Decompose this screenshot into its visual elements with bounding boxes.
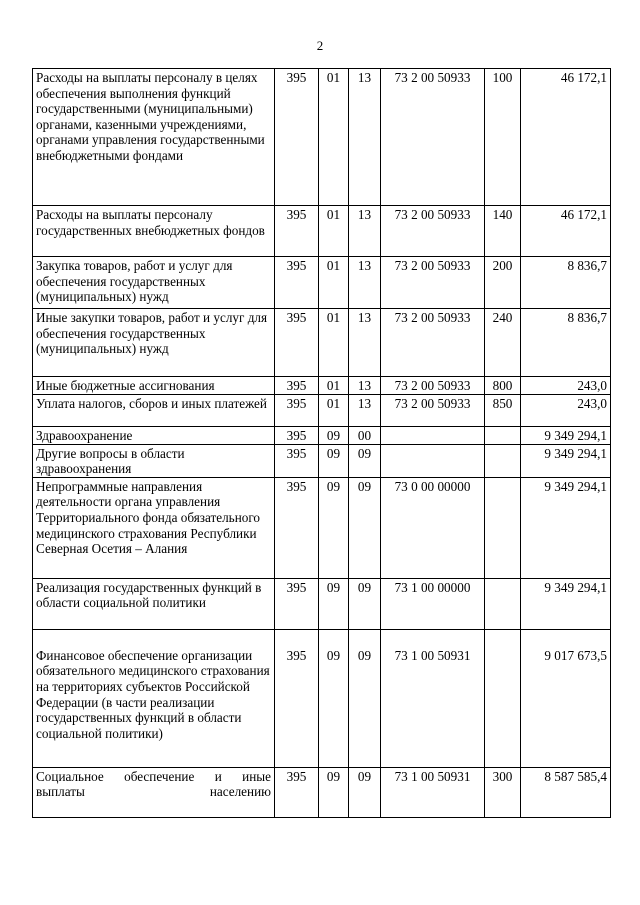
item-name-cell: Иные бюджетные ассигнования	[33, 377, 275, 395]
section-code-cell: 09	[319, 477, 349, 578]
target-article-cell: 73 2 00 50933	[381, 257, 485, 309]
expense-type-cell	[485, 444, 521, 477]
amount-cell: 46 172,1	[521, 69, 611, 206]
admin-code-cell: 395	[275, 578, 319, 629]
subsection-code-cell: 13	[349, 395, 381, 427]
amount-cell: 9 349 294,1	[521, 477, 611, 578]
subsection-code-cell: 09	[349, 444, 381, 477]
amount-cell: 9 017 673,5	[521, 629, 611, 767]
table-row	[33, 444, 611, 477]
table-row	[33, 377, 611, 395]
section-code-cell: 01	[319, 206, 349, 257]
admin-code-cell: 395	[275, 377, 319, 395]
expense-type-cell: 850	[485, 395, 521, 427]
item-name-cell: Расходы на выплаты персоналу государственных внебюджетных фондов	[33, 206, 275, 257]
expense-type-cell: 800	[485, 377, 521, 395]
section-code-cell: 09	[319, 629, 349, 767]
admin-code-cell: 395	[275, 257, 319, 309]
amount-cell: 46 172,1	[521, 206, 611, 257]
admin-code-cell: 395	[275, 69, 319, 206]
expense-type-cell: 240	[485, 309, 521, 377]
amount-cell: 8 587 585,4	[521, 767, 611, 817]
target-article-cell: 73 2 00 50933	[381, 377, 485, 395]
target-article-cell: 73 1 00 50931	[381, 629, 485, 767]
amount-cell: 243,0	[521, 395, 611, 427]
item-name-cell: Расходы на выплаты персоналу в целях обеспечения выполнения функций государственными (муниципальными) органами, казенными учреждениями, органами управления государственными внебюджетными фондами	[33, 69, 275, 206]
amount-cell: 9 349 294,1	[521, 444, 611, 477]
section-code-cell: 09	[319, 767, 349, 817]
subsection-code-cell: 13	[349, 309, 381, 377]
section-code-cell: 09	[319, 427, 349, 445]
expense-type-cell	[485, 578, 521, 629]
admin-code-cell: 395	[275, 444, 319, 477]
subsection-code-cell: 09	[349, 578, 381, 629]
subsection-code-cell: 00	[349, 427, 381, 445]
target-article-cell: 73 2 00 50933	[381, 206, 485, 257]
item-name-cell: Реализация государственных функций в области социальной политики	[33, 578, 275, 629]
table-row	[33, 629, 611, 767]
expense-type-cell	[485, 427, 521, 445]
expense-type-cell	[485, 477, 521, 578]
table-row	[33, 69, 611, 206]
expense-type-cell: 100	[485, 69, 521, 206]
admin-code-cell: 395	[275, 477, 319, 578]
subsection-code-cell: 13	[349, 69, 381, 206]
subsection-code-cell: 13	[349, 257, 381, 309]
section-code-cell: 01	[319, 395, 349, 427]
table-row	[33, 767, 611, 817]
amount-cell: 8 836,7	[521, 257, 611, 309]
section-code-cell: 09	[319, 444, 349, 477]
admin-code-cell: 395	[275, 206, 319, 257]
item-name-cell: Закупка товаров, работ и услуг для обеспечения государственных (муниципальных) нужд	[33, 257, 275, 309]
admin-code-cell: 395	[275, 767, 319, 817]
table-row	[33, 395, 611, 427]
amount-cell: 243,0	[521, 377, 611, 395]
admin-code-cell: 395	[275, 309, 319, 377]
section-code-cell: 01	[319, 257, 349, 309]
item-name-cell: Финансовое обеспечение организации обязательного медицинского страхования на территориях субъектов Российской Федерации (в части реализации государственных функций в области социальной политики)	[33, 629, 275, 767]
item-name-cell: Здравоохранение	[33, 427, 275, 445]
target-article-cell: 73 0 00 00000	[381, 477, 485, 578]
item-name-cell: Социальное обеспечение и иные выплаты населению	[33, 767, 275, 817]
target-article-cell: 73 2 00 50933	[381, 309, 485, 377]
amount-cell: 9 349 294,1	[521, 578, 611, 629]
table-body	[33, 69, 611, 818]
section-code-cell: 01	[319, 377, 349, 395]
expense-type-cell	[485, 629, 521, 767]
target-article-cell: 73 2 00 50933	[381, 69, 485, 206]
subsection-code-cell: 09	[349, 629, 381, 767]
table-row	[33, 477, 611, 578]
item-name-cell: Уплата налогов, сборов и иных платежей	[33, 395, 275, 427]
section-code-cell: 01	[319, 69, 349, 206]
item-name-cell: Непрограммные направления деятельности органа управления Территориального фонда обязательного медицинского страхования Республики Северная Осетия – Алания	[33, 477, 275, 578]
admin-code-cell: 395	[275, 395, 319, 427]
expense-type-cell: 140	[485, 206, 521, 257]
subsection-code-cell: 09	[349, 767, 381, 817]
page-number: 2	[316, 38, 324, 53]
table-row	[33, 578, 611, 629]
amount-cell: 9 349 294,1	[521, 427, 611, 445]
subsection-code-cell: 09	[349, 477, 381, 578]
expense-type-cell: 300	[485, 767, 521, 817]
table-row	[33, 427, 611, 445]
subsection-code-cell: 13	[349, 206, 381, 257]
target-article-cell: 73 1 00 50931	[381, 767, 485, 817]
target-article-cell	[381, 444, 485, 477]
expense-type-cell: 200	[485, 257, 521, 309]
item-name-cell: Иные закупки товаров, работ и услуг для обеспечения государственных (муниципальных) нужд	[33, 309, 275, 377]
section-code-cell: 09	[319, 578, 349, 629]
table-row	[33, 309, 611, 377]
target-article-cell	[381, 427, 485, 445]
subsection-code-cell: 13	[349, 377, 381, 395]
item-name-cell: Другие вопросы в области здравоохранения	[33, 444, 275, 477]
target-article-cell: 73 1 00 00000	[381, 578, 485, 629]
amount-cell: 8 836,7	[521, 309, 611, 377]
budget-table	[32, 68, 611, 818]
admin-code-cell: 395	[275, 427, 319, 445]
table-row	[33, 257, 611, 309]
section-code-cell: 01	[319, 309, 349, 377]
table-row	[33, 206, 611, 257]
admin-code-cell: 395	[275, 629, 319, 767]
target-article-cell: 73 2 00 50933	[381, 395, 485, 427]
